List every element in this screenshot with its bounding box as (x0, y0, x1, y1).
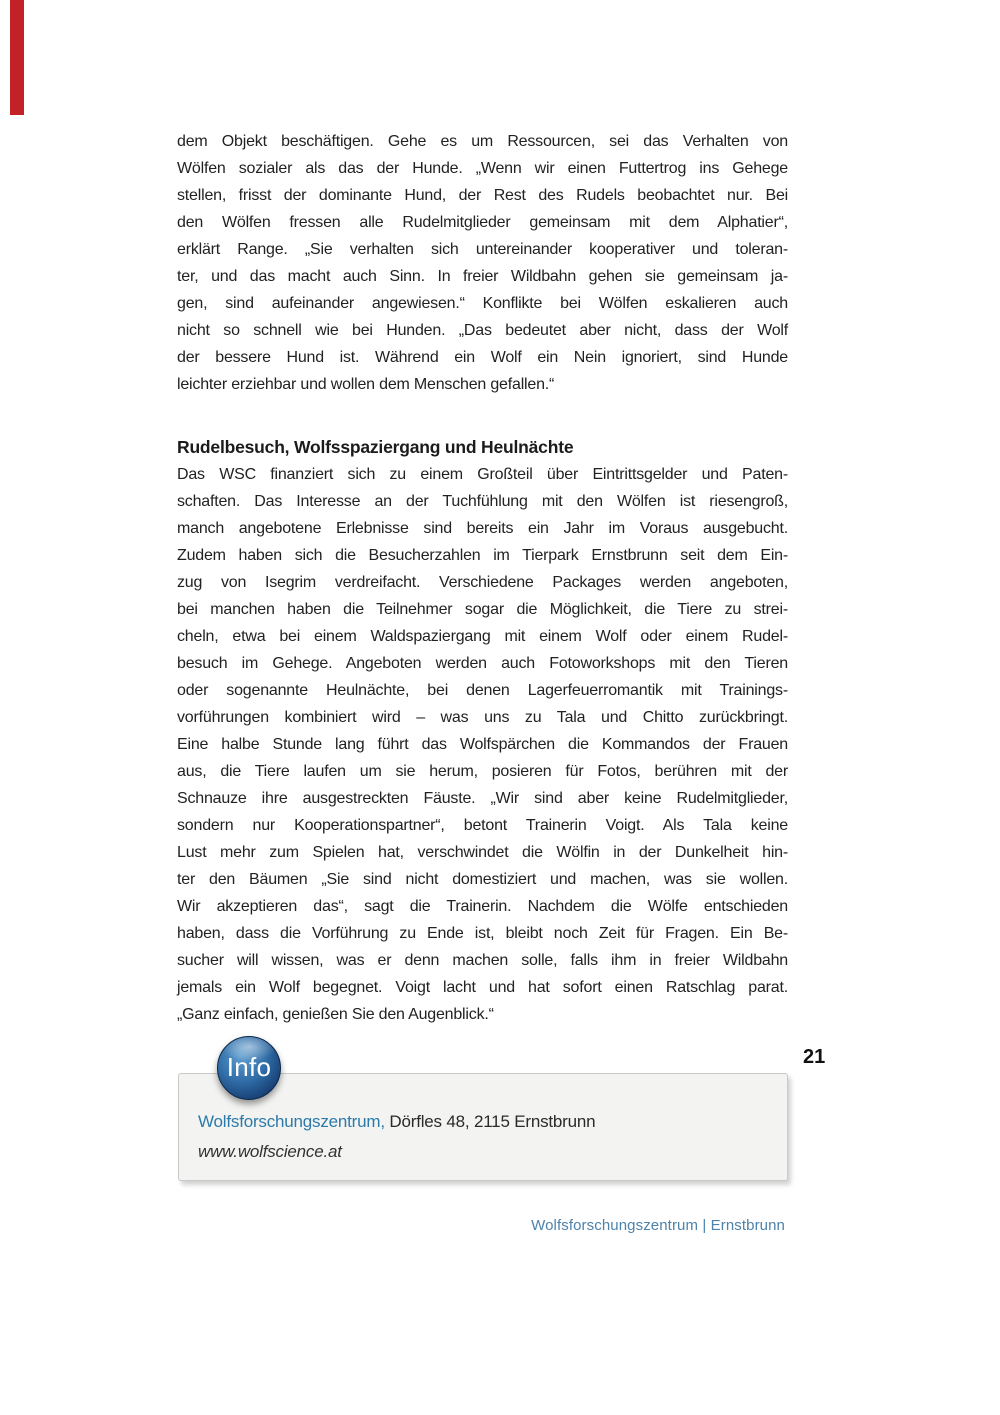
text-line: vorführungen kombiniert wird – was uns zu Tala und Chitto zurückbringt. (177, 709, 788, 726)
text-line: Lust mehr zum Spielen hat, verschwindet die Wölfin in der Dunkelheit hin- (177, 844, 788, 861)
page-edge-tab (10, 0, 24, 115)
text-line: bei manchen haben die Teilnehmer sogar die Möglichkeit, die Tiere zu strei- (177, 601, 788, 618)
text-line: cheln, etwa bei einem Waldspaziergang mit einem Wolf oder einem Rudel- (177, 628, 788, 645)
text-line: jemals ein Wolf begegnet. Voigt lacht und hat sofort einen Ratschlag parat. (177, 979, 788, 996)
info-badge-icon (217, 1036, 281, 1100)
info-badge-label: Info (226, 1052, 272, 1082)
text-line: Wir akzeptieren das“, sagt die Trainerin. Nachdem die Wölfe entschieden (177, 898, 788, 915)
text-line: gen, sind aufeinander angewiesen.“ Konflikte bei Wölfen eskalieren auch (177, 295, 788, 312)
text-line: schaften. Das Interesse an der Tuchfühlung mit den Wölfen ist riesengroß, (177, 493, 788, 510)
page-number: 21 (803, 1046, 826, 1068)
text-line: „Ganz einfach, genießen Sie den Augenblick.“ (177, 1006, 494, 1023)
page-footer: Wolfsforschungszentrum | Ernstbrunn (531, 1217, 785, 1234)
text-line: der bessere Hund ist. Während ein Wolf ein Nein ignoriert, sind Hunde (177, 349, 788, 366)
text-line: oder sogenannte Heulnächte, bei denen Lagerfeuerromantik mit Trainings- (177, 682, 788, 699)
text-line: sondern nur Kooperationspartner“, betont Trainerin Voigt. Als Tala keine (177, 817, 788, 834)
text-line: ter den Bäumen „Sie sind nicht domestiziert und machen, was sie wollen. (177, 871, 788, 888)
article-text-column (177, 128, 788, 1028)
text-line: stellen, frisst der dominante Hund, der Rest des Rudels beobachtet nur. Bei (177, 187, 788, 204)
info-box-title: Wolfsforschungszentrum, (198, 1112, 385, 1131)
text-line: besuch im Gehege. Angeboten werden auch Fotoworkshops mit den Tieren (177, 655, 788, 672)
info-box-contact-line (198, 1112, 595, 1132)
text-line: leichter erziehbar und wollen dem Menschen gefallen.“ (177, 376, 555, 393)
text-line: sucher will wissen, was er denn machen solle, falls ihm in freier Wildbahn (177, 952, 788, 969)
section-heading: Rudelbesuch, Wolfsspaziergang und Heulnächte (177, 437, 574, 457)
text-line: dem Objekt beschäftigen. Gehe es um Ressourcen, sei das Verhalten von (177, 133, 788, 150)
info-box-website-url: www.wolfscience.at (198, 1142, 342, 1161)
text-line: Schnauze ihre ausgestreckten Fäuste. „Wir sind aber keine Rudelmitglieder, (177, 790, 788, 807)
article-paragraph-1 (177, 128, 788, 398)
article-paragraph-2 (177, 461, 788, 1028)
text-line: Zudem haben sich die Besucherzahlen im Tierpark Ernstbrunn seit dem Ein- (177, 547, 788, 564)
text-line: nicht so schnell wie bei Hunden. „Das bedeutet aber nicht, dass der Wolf (177, 322, 788, 339)
text-line: haben, dass die Vorführung zu Ende ist, bleibt noch Zeit für Fragen. Ein Be- (177, 925, 788, 942)
text-line: Das WSC finanziert sich zu einem Großteil über Eintrittsgelder und Paten- (177, 466, 788, 483)
text-line: ter, und das macht auch Sinn. In freier Wildbahn gehen sie gemeinsam ja- (177, 268, 788, 285)
info-box-address: Dörfles 48, 2115 Ernstbrunn (384, 1112, 596, 1131)
text-line: erklärt Range. „Sie verhalten sich untereinander kooperativer und toleran- (177, 241, 788, 258)
text-line: den Wölfen fressen alle Rudelmitglieder gemeinsam mit dem Alphatier“, (177, 214, 788, 231)
text-line: manch angebotene Erlebnisse sind bereits ein Jahr im Voraus ausgebucht. (177, 520, 788, 537)
text-line: zug von Isegrim verdreifacht. Verschiedene Packages werden angeboten, (177, 574, 788, 591)
text-line: Wölfen sozialer als das der Hunde. „Wenn wir einen Futtertrog ins Gehege (177, 160, 788, 177)
text-line: Eine halbe Stunde lang führt das Wolfspärchen die Kommandos der Frauen (177, 736, 788, 753)
text-line: aus, die Tiere laufen um sie herum, posieren für Fotos, berühren mit der (177, 763, 788, 780)
